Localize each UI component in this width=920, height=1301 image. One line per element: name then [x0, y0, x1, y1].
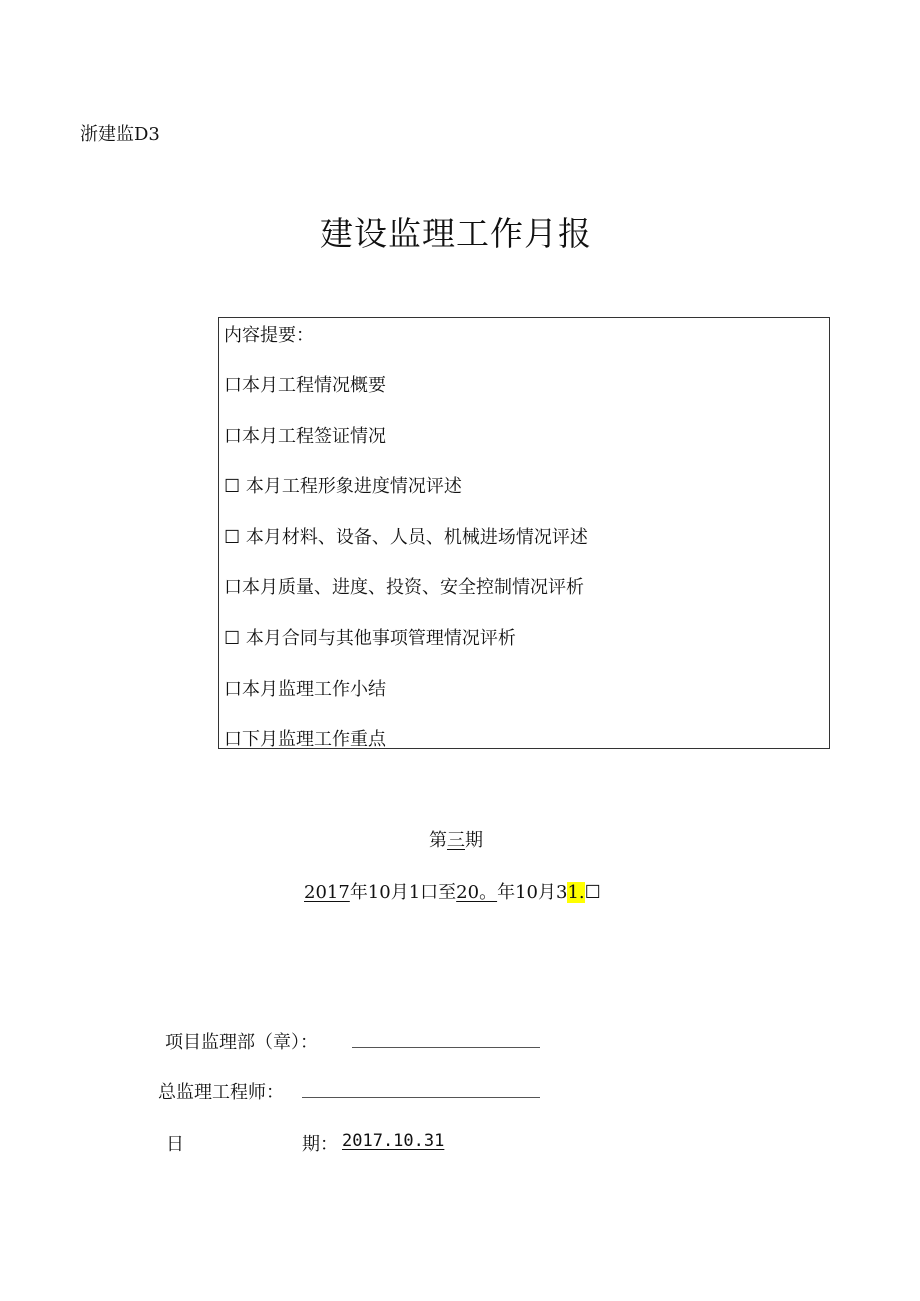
date-range-middle: 年10月1口至 [349, 882, 457, 903]
contents-item: 口本月监理工作小结 [224, 679, 386, 700]
department-signature-line [352, 1047, 540, 1048]
contents-box [218, 317, 830, 749]
contents-item: ☐ 本月材料、设备、人员、机械进场情况评述 [224, 527, 588, 548]
date-range-tail: ☐ [584, 882, 601, 903]
contents-item: ☐ 本月工程形象进度情况评述 [224, 476, 462, 497]
contents-item: 口本月工程签证情况 [224, 426, 386, 447]
document-code: 浙建监D3 [80, 124, 160, 145]
highlighted-day: 1. [567, 882, 585, 903]
date-range [304, 878, 601, 904]
issue-prefix: 第 [429, 830, 447, 851]
chief-engineer-label: 总监理工程师： [158, 1082, 284, 1103]
page-title: 建设监理工作月报 [320, 214, 592, 253]
contents-heading: 内容提要： [224, 325, 314, 346]
chief-engineer-signature-line [302, 1097, 540, 1098]
department-label: 项目监理部（章）： [165, 1032, 318, 1053]
contents-item: 口本月工程情况概要 [224, 375, 386, 396]
date-label-char-2: 期： [302, 1134, 338, 1155]
issue-suffix: 期 [465, 830, 483, 851]
issue-number [0, 826, 912, 852]
date-label-char-1: 日 [166, 1134, 184, 1155]
contents-item: ☐ 本月合同与其他事项管理情况评析 [224, 628, 516, 649]
report-date-value: 2017.10.31 [342, 1131, 445, 1151]
contents-item: 口下月监理工作重点 [224, 729, 386, 750]
start-year: 2017 [304, 882, 350, 903]
end-year: 20。 [456, 882, 498, 903]
issue-value: 三 [447, 830, 465, 851]
contents-item: 口本月质量、进度、投资、安全控制情况评析 [224, 577, 584, 598]
date-range-end: 年10月3 [497, 882, 568, 903]
